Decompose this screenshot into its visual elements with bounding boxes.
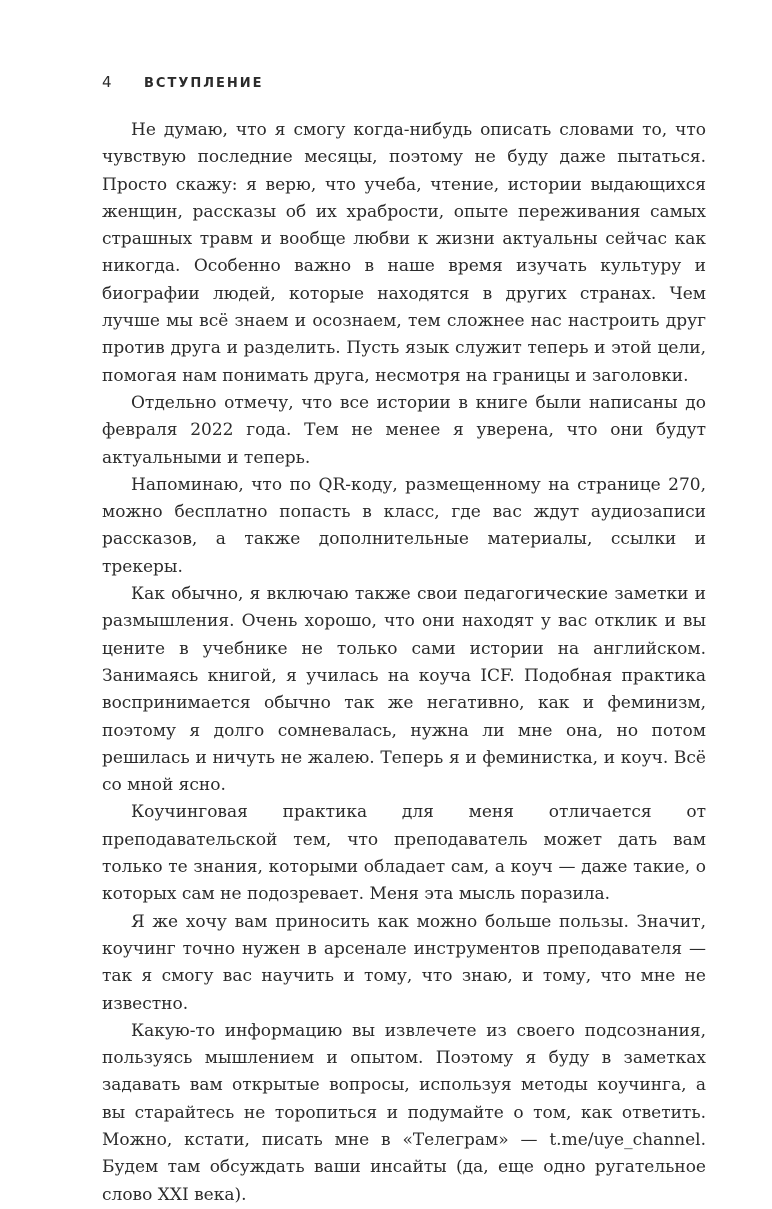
paragraph: Не думаю, что я смогу когда-нибудь описать словами то, что чувствую последние месяцы, поэтому не буду даже пытаться. Просто скажу: я верю, что учеба, чтение, истории выдающихся женщин, рассказы об их храбрости, опыте переживания самых страшных травм и вообще любви к жизни актуальны сейчас как никогда. Особенно важно в наше время изучать культуру и биографии людей, которые находятся в других странах. Чем лучше мы всё знаем и осознаем, тем сложнее нас настроить друг против друга и разделить. Пусть язык служит теперь и этой цели, помогая нам понимать друга, несмотря на границы и заголовки. — [102, 120, 706, 386]
page-number: 4 — [102, 73, 113, 91]
chapter-title: ВСТУПЛЕНИЕ — [144, 76, 264, 91]
paragraph: Напоминаю, что по QR-коду, размещенному на странице 270, можно бесплатно попасть в класс, где вас ждут аудиозаписи рассказов, а также дополнительные материалы, ссылки и трекеры. — [102, 474, 706, 577]
paragraph: Отдельно отмечу, что все истории в книге были написаны до февраля 2022 года. Тем не менее я уверена, что они будут актуальными и теперь. — [102, 392, 706, 468]
paragraph: Как обычно, я включаю также свои педагогические заметки и размышления. Очень хорошо, что они находят у вас отклик и вы цените в учебнике не только сами истории на английском. Занимаясь книгой, я училась на коуча ICF. Подобная практика воспринимается обычно так же негативно, как и феминизм, поэтому я долго сомневалась, нужна ли мне она, но потом решилась и ничуть не жалею. Теперь я и феминистка, и коуч. Всё со мной ясно. — [102, 584, 706, 796]
paragraph: Я же хочу вам приносить как можно больше пользы. Значит, коучинг точно нужен в арсенале инструментов преподавателя — так я смогу вас научить и тому, что знаю, и тому, что мне не известно. — [102, 911, 706, 1014]
paragraph: Какую-то информацию вы извлечете из своего подсознания, пользуясь мышлением и опытом. Поэтому я буду в заметках задавать вам открытые вопросы, используя методы коучинга, а вы старайтесь не торопиться и подумайте о том, как ответить. Можно, кстати, писать мне в «Телеграм» — t.me/uye_channel. Будем там обсуждать ваши инсайты (да, еще одно ругательное слово XXI века). — [102, 1020, 706, 1205]
body-text — [102, 117, 706, 1209]
paragraph: Коучинговая практика для меня отличается от преподавательской тем, что преподаватель может дать вам только те знания, которыми обладает сам, а коуч — даже такие, о которых сам не подозревает. Меня эта мысль поразила. — [102, 802, 706, 905]
running-head — [102, 73, 264, 97]
